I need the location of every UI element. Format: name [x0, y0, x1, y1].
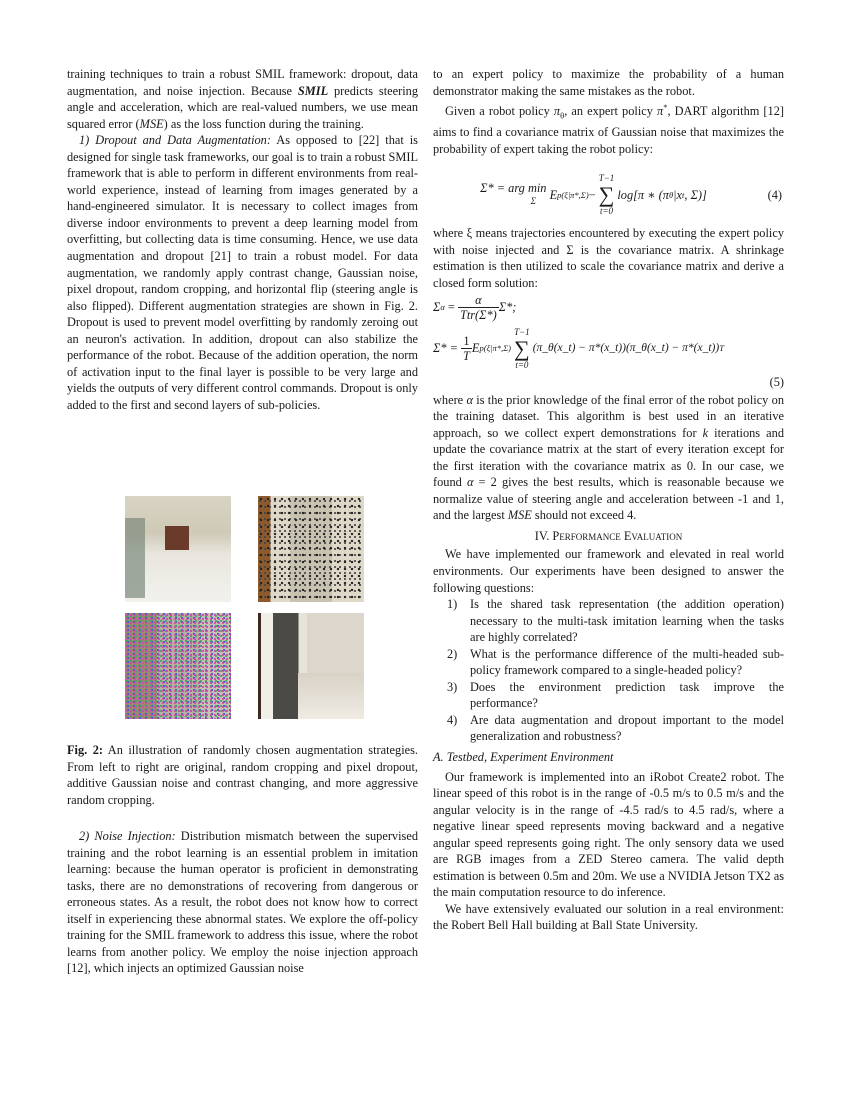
list-item: [433, 712, 784, 745]
eq5-body-sup: T: [719, 343, 724, 354]
eq5-expect: E: [471, 341, 480, 356]
text-it: MSE: [139, 116, 164, 131]
text-run: , an expert policy: [564, 104, 657, 119]
text-sub: θ: [560, 110, 565, 121]
equation-5-line-1: [433, 292, 784, 324]
list-number: 1): [447, 597, 458, 612]
eq4-expect: E: [549, 188, 558, 203]
text-run: , DART algorithm [12] aims to find a covariance matrix of Gaussian noise that maximizes the probability of expert taking the robot policy:: [433, 104, 784, 156]
text-sup: *: [663, 102, 668, 113]
figure-caption-text: An illustration of randomly chosen augmentation strategies. From left to right are original, random cropping and pixel dropout, additive Gaussian noise and contrast changing, and more aggressive random cropping.: [67, 743, 418, 807]
text-it: α: [466, 392, 473, 407]
sum-symbol: ∑: [514, 335, 530, 361]
image-aggressive-cropping: [258, 613, 364, 719]
eq5-sum-bottom: t=0: [515, 359, 529, 370]
eq4-body: log[π ∗ (π: [617, 188, 669, 203]
eq5-frac-numerator: α: [475, 293, 482, 307]
list-number: 4): [447, 712, 458, 727]
list-item: [433, 679, 784, 712]
text-run: iterations and update the covariance matrix at the start of every iteration except for the first iteration with the covariance matrix as 0. In our case, we found: [433, 425, 784, 490]
text-run: where ξ means trajectories encountered by executing the expert policy with noise injected and Σ is the covariance matrix. A shrinkage estimation is then utilized to scale the covariance matrix and derive a closed form solution:: [433, 226, 784, 290]
figure-caption: [67, 742, 418, 808]
paragraph-evaluation-site: [433, 901, 784, 934]
paragraph-xi-meaning: [433, 225, 784, 291]
text-run: We have implemented our framework and elevated in real world environments. Our experiments have been designed to answer the following questions:: [433, 547, 784, 595]
figure-2: [67, 490, 418, 730]
section-title: Performance Evaluation: [552, 528, 683, 543]
eq4-lhs: Σ* = arg min: [480, 181, 547, 196]
text-run: Distribution mismatch between the supervised training and the robot learning is an essential problem in imitation learning: because the human operator is proficient in demonstrating tasks, there are no demonstrations of recovering from dangerous or erroneous states. As a result, the robot does not know how to correct itself in experiencing these abnormal states. We explore the off-policy training for the SMIL framework to address this issue, where the robot learns from another policy. We employ the noise injection approach [12], which injects an optimized Gaussian noise: [67, 829, 418, 976]
paragraph-training-techniques: [67, 66, 418, 132]
equation-number-4: (4): [767, 188, 782, 203]
question-list: [433, 596, 784, 745]
list-text: Does the environment prediction task improve the performance?: [470, 679, 784, 711]
text-it: π: [553, 104, 561, 119]
eq4-argmin-sub: Σ: [530, 196, 536, 207]
text-it: 1) Dropout and Data Augmentation:: [79, 133, 271, 148]
text-run: should not exceed 4.: [531, 508, 637, 523]
figure-label: Fig. 2:: [67, 743, 103, 757]
image-gaussian-noise-contrast: [125, 613, 231, 719]
paragraph-experiments-intro: [433, 546, 784, 596]
paragraph-testbed: [433, 769, 784, 901]
image-original-hallway: [125, 496, 231, 602]
text-it: MSE: [507, 508, 532, 523]
eq5-sum-top: T−1: [514, 326, 530, 337]
sum-symbol: ∑: [598, 182, 615, 208]
equation-4: [433, 157, 784, 225]
paragraph-alpha-prior: [433, 392, 784, 524]
text-run: where: [433, 392, 467, 407]
text-it: k: [702, 425, 709, 440]
text-it: α: [466, 475, 474, 490]
list-text: Is the shared task representation (the addition operation) necessary to the multi-task imitation learning when the tasks are highly correlated?: [470, 597, 784, 645]
right-column: [433, 66, 784, 934]
eq4-minus: −: [588, 188, 596, 203]
text-run: ) as the loss function during the training.: [163, 116, 364, 131]
eq5-line1-tail: Σ*;: [498, 300, 517, 315]
eq5-frac2-denominator: T: [463, 349, 470, 363]
list-item: [433, 596, 784, 646]
list-number: 2): [447, 646, 458, 661]
eq4-body-end: |x: [673, 188, 683, 203]
equation-number-5: (5): [769, 374, 784, 389]
list-text: What is the performance difference of the multi-headed sub-policy framework compared to a single-headed policy?: [470, 646, 784, 678]
list-text: Are data augmentation and dropout important to the model generalization and robustness?: [470, 712, 784, 744]
eq4-body-tail: , Σ)]: [684, 188, 707, 203]
list-item: [433, 646, 784, 679]
eq5-expect-sub: p(ξ|π*,Σ): [479, 343, 512, 354]
text-run: = 2 gives the best results, which is reasonable because we normalize value of steering angle and acceleration between -1 and 1, and the largest: [433, 475, 784, 523]
text-run: is the prior knowledge of the final error of the robot policy on the training dataset. This algorithm is best used in an iterative approach, so we collect expert demonstrations for: [433, 392, 784, 440]
eq4-expect-sub: p(ξ|π*,Σ): [557, 190, 589, 201]
paragraph-dropout-augmentation: [67, 132, 418, 413]
eq5-lhs-sup: α: [440, 302, 445, 313]
section-number: IV.: [534, 528, 550, 543]
image-cropping-pixel-dropout: [258, 496, 364, 602]
eq5-frac2-numerator: 1: [463, 334, 470, 348]
paragraph-noise-injection: [67, 828, 418, 977]
eq5-sum: [514, 327, 530, 371]
text-bi: SMIL: [297, 83, 329, 98]
text-run: Our framework is implemented into an iRobot Create2 robot. The linear speed of this robot is in the range of -0.5 m/s to 0.5 m/s and the angular velocity is in the range of -4.5 rad/s to 4.5 rad/s, where a negative linear speed represents moving backward and a negative angular speed represents going right. The only sensory data we used are RGB images from a ZED Stereo camera. The valid depth estimation is between 0.5m and 20m. We use a NVIDIA Jetson TX2 as the main computation resource to do inference.: [433, 769, 784, 900]
eq4-sum-top: T−1: [598, 173, 615, 184]
text-run: Given a robot policy: [445, 104, 554, 119]
eq5-equals: =: [444, 300, 458, 315]
eq5-line2-lhs: Σ* =: [433, 341, 462, 356]
noise-injection-section: [67, 828, 418, 977]
text-it: π: [657, 104, 664, 119]
eq5-body: (π_θ(x_t) − π*(x_t))(π_θ(x_t) − π*(x_t)): [532, 342, 720, 355]
eq4-sum: [599, 173, 615, 217]
text-run: to an expert policy to maximize the probability of a human demonstrator making the same mistakes as the robot.: [433, 67, 784, 98]
paragraph-dart: [433, 99, 784, 157]
subsection-heading: A. Testbed, Experiment Environment: [433, 749, 614, 764]
section-heading: [433, 528, 784, 545]
text-it: 2) Noise Injection:: [79, 829, 176, 843]
text-run: We have extensively evaluated our solution in a real environment: the Robert Bell Hall building at Ball State University.: [433, 901, 784, 933]
eq4-body-sub2: t: [682, 190, 685, 201]
eq4-body-sub: θ: [668, 190, 674, 201]
eq4-sum-bottom: t=0: [599, 206, 614, 217]
paragraph-expert-policy: [433, 66, 784, 99]
eq5-frac-denominator: Ttr(Σ*): [459, 308, 497, 322]
left-column: [67, 66, 418, 413]
eq5-lhs: Σ: [433, 300, 441, 315]
equation-5-line-2: [433, 324, 784, 374]
text-run: predicts steering angle and acceleration, which are real-valued numbers, we use mean squared error (: [67, 83, 419, 131]
text-run: training techniques to train a robust SMIL framework: dropout, data augmentation, and noise injection. Because: [67, 67, 418, 98]
text-run: As opposed to [22] that is designed for single task frameworks, our goal is to train a robust SMIL framework that is able to perform in different environments from real-world experience, instead of learning from images generated by a hand-engineered simulator. It is necessary to collect images from diverse indoor environments to prevent a deep learning model from overfitting, but collecting data is time consuming. Hence, we use data augmentation and dropout [21] to train a robust model. For data augmentation, we randomly apply contrast change, Gaussian noise, pixel dropout, random cropping, and horizontal flip (steering angle is also flipped). Different augmentation strategies are shown in Fig. 2. Dropout is used to prevent model overfitting by randomly zeroing out an neuron's activation. In addition, dropout can also stabilize the performance of the robot. Because of the addition operation, the norm of activation input to the final layer is possible to be very large and yields the outputs of very different control commands. Dropout is only added to the first and second layers of sub-policies.: [67, 133, 418, 412]
list-number: 3): [447, 679, 458, 694]
